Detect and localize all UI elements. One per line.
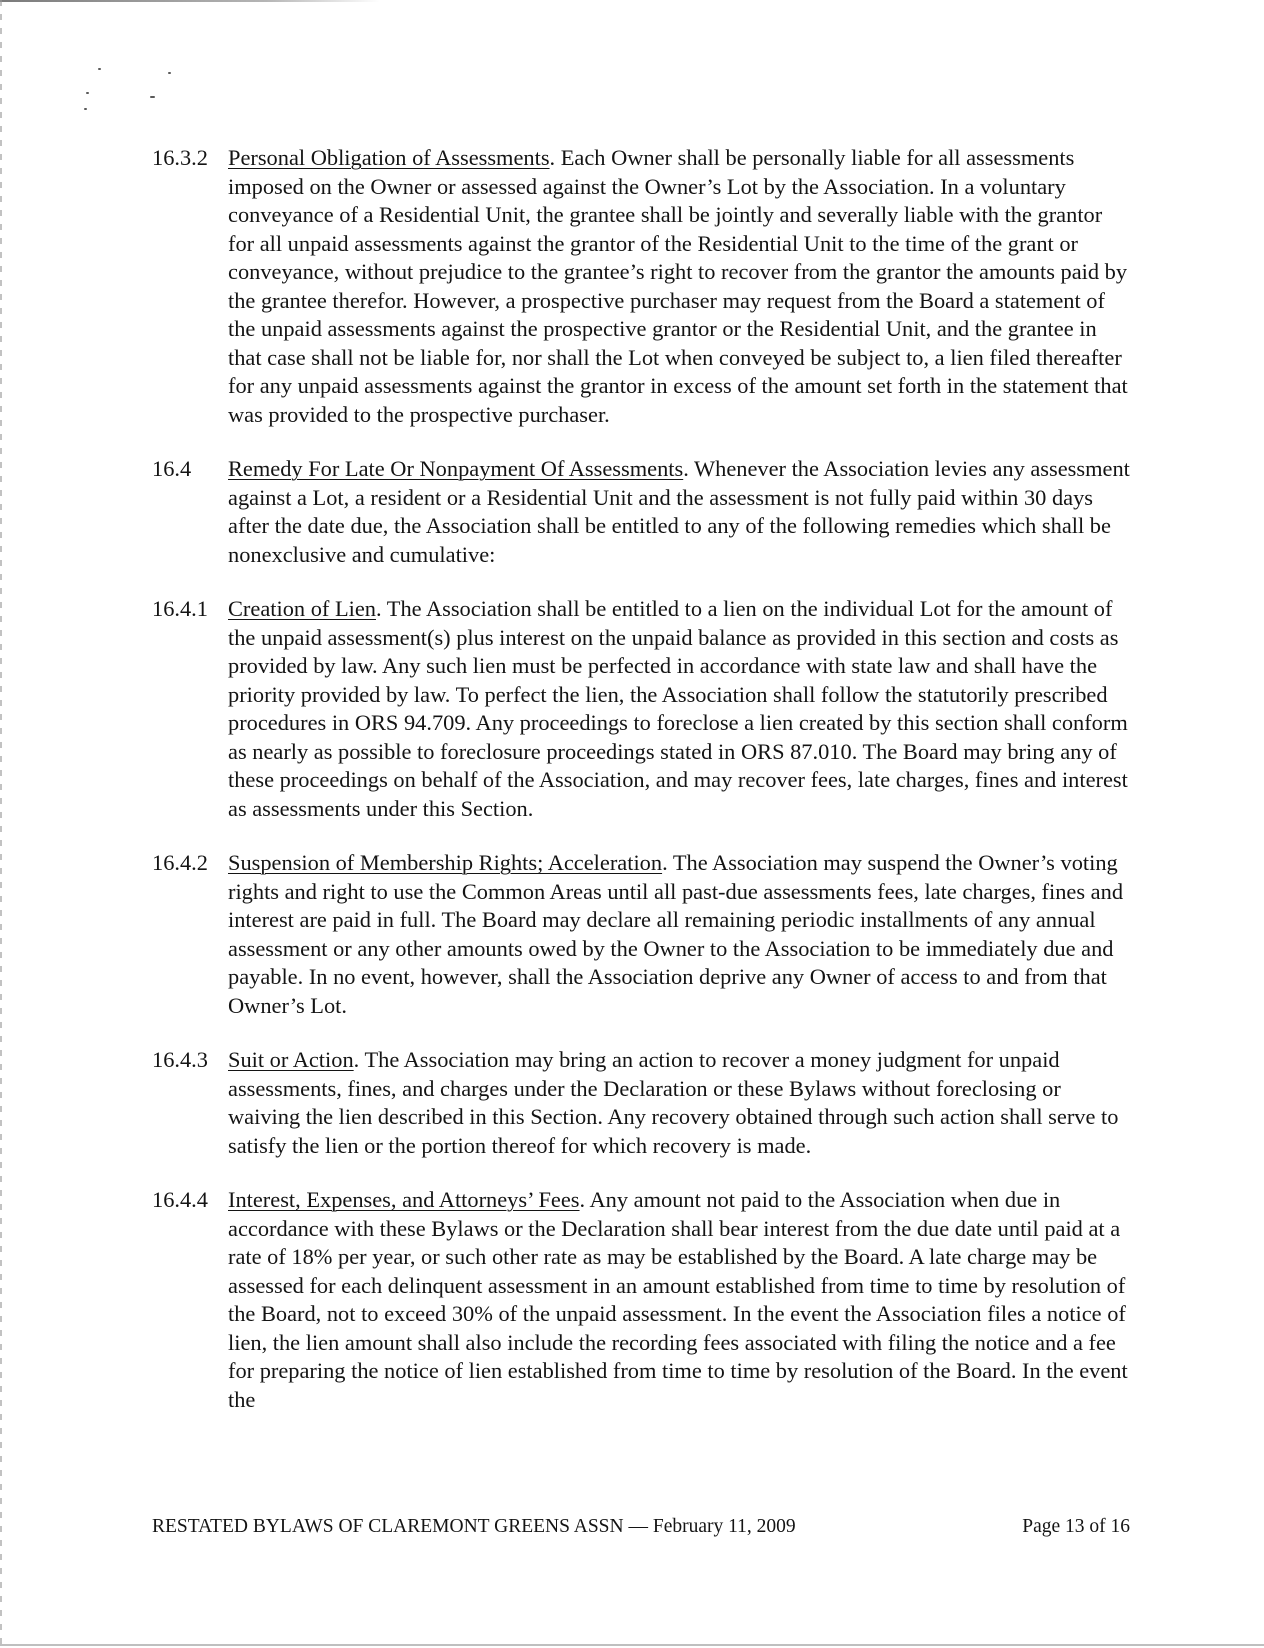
- scan-speck: [168, 72, 171, 74]
- section-16-4-2: [152, 849, 1132, 1020]
- section-title: Interest, Expenses, and Attorneys’ Fees: [228, 1187, 580, 1212]
- section-16-4: [152, 455, 1132, 569]
- scan-speck: [86, 92, 89, 94]
- footer-document-title: RESTATED BYLAWS OF CLAREMONT GREENS ASSN — February 11, 2009: [152, 1516, 796, 1537]
- section-text: . The Association shall be entitled to a lien on the individual Lot for the amount of the unpaid assessment(s) plus interest on the unpaid balance as provided in this section and costs as provided by law. Any such lien must be perfected in accordance with state law and shall have the priority provided by law. To perfect the lien, the Association shall follow the statutorily prescribed procedures in ORS 94.709. Any proceedings to foreclose a lien created by this section shall conform as nearly as possible to foreclosure proceedings stated in ORS 87.010. The Board may bring any of these proceedings on behalf of the Association, and may recover fees, late charges, fines and interest as assessments under this Section.: [228, 596, 1128, 821]
- scan-bottom-edge: [0, 1644, 1264, 1646]
- section-text: . Any amount not paid to the Association when due in accordance with these Bylaws or the Declaration shall bear interest from the due date until paid at a rate of 18% per year, or such other rate as may be established by the Board. A late charge may be assessed for each delinquent assessment in an amount established from time to time by resolution of the Board, not to exceed 30% of the unpaid assessment. In the event the Association files a notice of lien, the lien amount shall also include the recording fees associated with filing the notice and a fee for preparing the notice of lien established from time to time by resolution of the Board. In the event the: [228, 1187, 1128, 1412]
- page-footer: [152, 1515, 1130, 1539]
- section-number: 16.4.2: [152, 850, 208, 875]
- section-number: 16.4: [152, 456, 192, 481]
- section-number: 16.3.2: [152, 145, 208, 170]
- section-title: Creation of Lien: [228, 596, 376, 621]
- section-body: [228, 144, 1132, 429]
- scan-left-edge: [0, 0, 2, 1648]
- section-body: [228, 1186, 1132, 1414]
- section-number: 16.4.1: [152, 596, 208, 621]
- section-title: Personal Obligation of Assessments: [228, 145, 550, 170]
- section-title: Suspension of Membership Rights; Acceleration: [228, 850, 663, 875]
- section-16-4-4: [152, 1186, 1132, 1414]
- section-body: [228, 595, 1132, 823]
- section-body: [228, 455, 1132, 569]
- section-text: . The Association may suspend the Owner’s voting rights and right to use the Common Areas until all past-due assessments fees, late charges, fines and interest are paid in full. The Board may declare all remaining periodic installments of any annual assessment or any other amounts owed by the Owner to the Association to be immediately due and payable. In no event, however, shall the Association deprive any Owner of access to and from that Owner’s Lot.: [228, 850, 1124, 1018]
- section-text: . Each Owner shall be personally liable for all assessments imposed on the Owner or assessed against the Owner’s Lot by the Association. In a voluntary conveyance of a Residential Unit, the grantee shall be jointly and severally liable with the grantor for all unpaid assessments against the grantor of the Residential Unit to the time of the grant or conveyance, without prejudice to the grantee’s right to recover from the grantor the amounts paid by the grantee therefor. However, a prospective purchaser may request from the Board a statement of the unpaid assessments against the prospective grantor or the Residential Unit, and the grantee in that case shall not be liable for, nor shall the Lot when conveyed be subject to, a lien filed thereafter for any unpaid assessments against the grantor in excess of the amount set forth in the statement that was provided to the prospective purchaser.: [228, 145, 1128, 427]
- scan-speck: [84, 108, 87, 110]
- section-text: . Whenever the Association levies any assessment against a Lot, a resident or a Residential Unit and the assessment is not fully paid within 30 days after the date due, the Association shall be entitled to any of the following remedies which shall be nonexclusive and cumulative:: [228, 456, 1130, 567]
- section-16-4-1: [152, 595, 1132, 823]
- footer-page-number: Page 13 of 16: [1022, 1516, 1130, 1537]
- section-text: . The Association may bring an action to recover a money judgment for unpaid assessments, fines, and charges under the Declaration or these Bylaws without foreclosing or waiving the lien described in this Section. Any recovery obtained through such action shall serve to satisfy the lien or the portion thereof for which recovery is made.: [228, 1047, 1119, 1158]
- scan-top-edge: [0, 0, 380, 2]
- section-title: Remedy For Late Or Nonpayment Of Assessments: [228, 456, 684, 481]
- scan-speck: [98, 68, 101, 70]
- section-16-4-3: [152, 1046, 1132, 1160]
- section-number: 16.4.4: [152, 1187, 208, 1212]
- section-number: 16.4.3: [152, 1047, 208, 1072]
- section-title: Suit or Action: [228, 1047, 354, 1072]
- section-body: [228, 849, 1132, 1020]
- section-16-3-2: [152, 144, 1132, 429]
- document-page: [152, 144, 1132, 1414]
- section-body: [228, 1046, 1132, 1160]
- scan-speck: [150, 96, 155, 98]
